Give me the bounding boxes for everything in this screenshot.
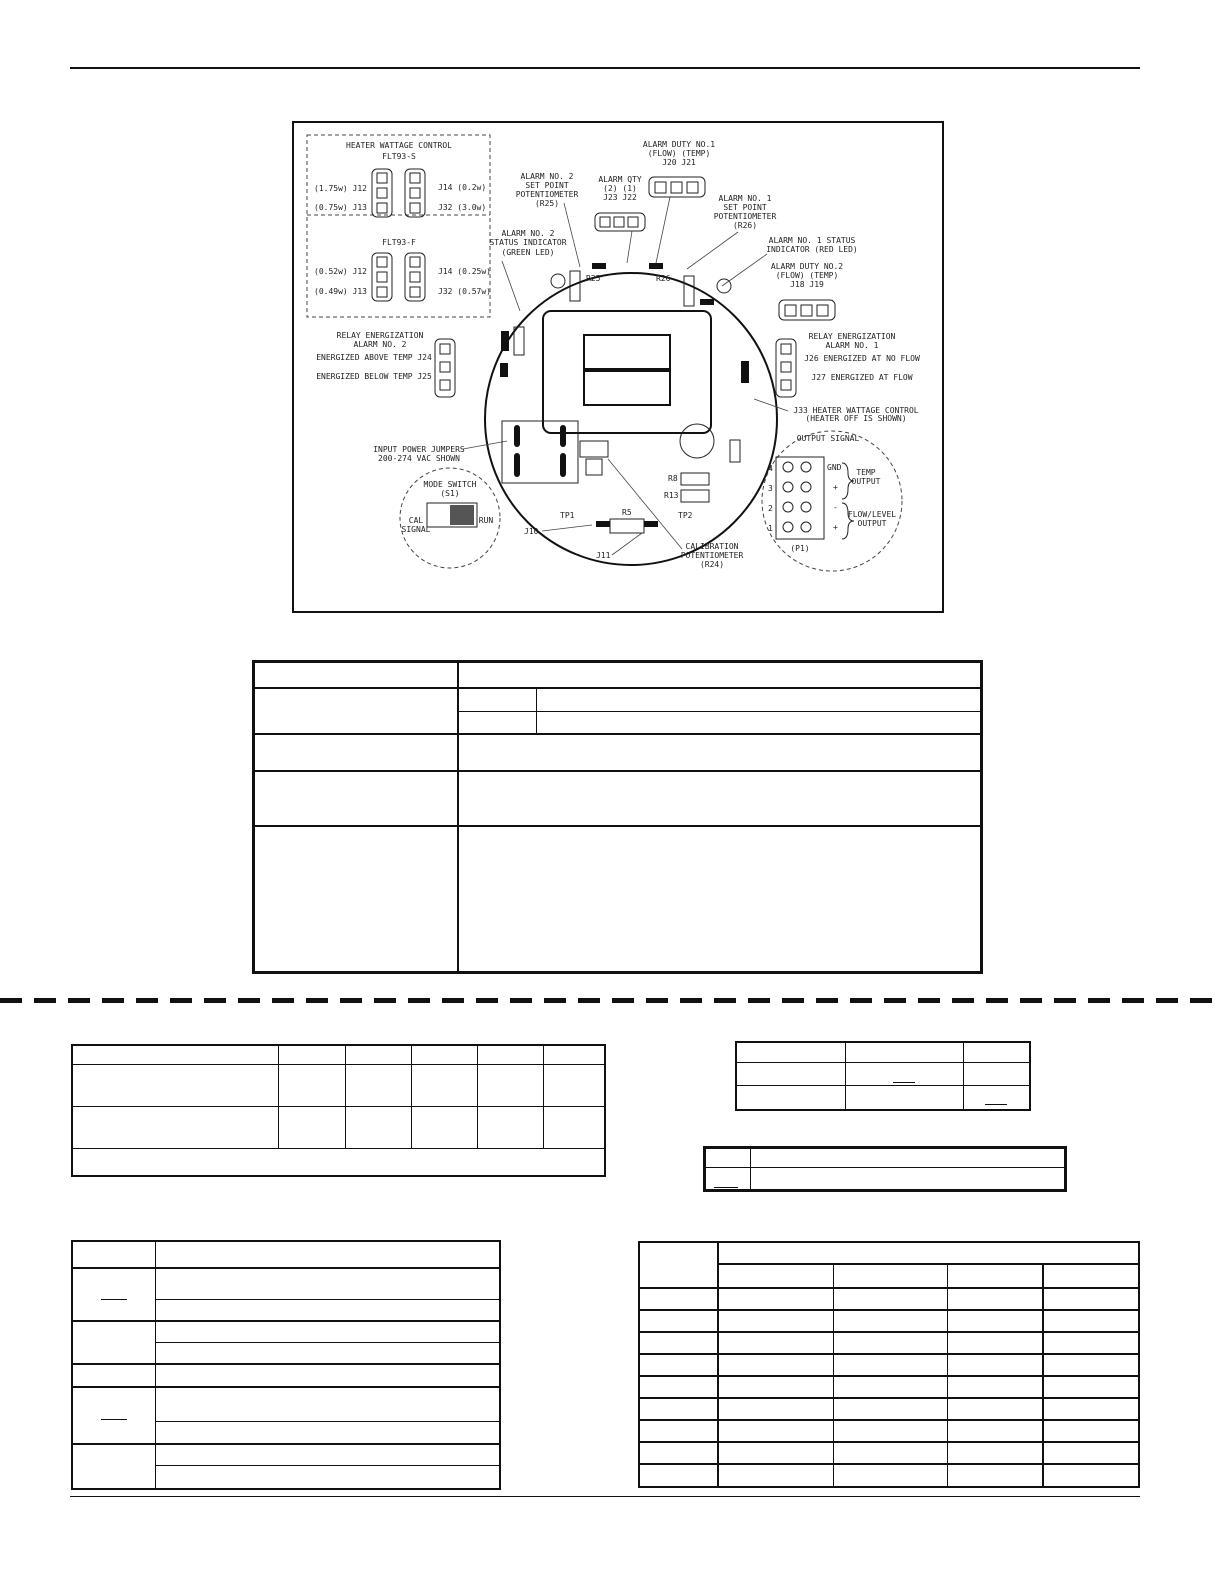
record-table-5-line [638, 1309, 1140, 1311]
heater-s-j32: J32 (3.0w) [438, 203, 487, 212]
svg-text:J23 J22: J23 J22 [603, 193, 637, 202]
record-table-5-line [638, 1419, 1140, 1421]
record-table-5-line [638, 1375, 1140, 1377]
svg-text:(R25): (R25) [534, 199, 560, 208]
record-table-2-col [845, 1041, 846, 1111]
heater-s-j13: (0.75w) J13 [314, 203, 367, 212]
svg-text:(HEATER OFF IS SHOWN): (HEATER OFF IS SHOWN) [805, 414, 907, 423]
record-table-5-line [638, 1353, 1140, 1355]
jumper-table [252, 660, 983, 974]
svg-text:(R26): (R26) [732, 221, 758, 230]
relay2-label [316, 331, 432, 381]
record-table-4 [71, 1240, 501, 1490]
svg-text:STATUS INDICATOR: STATUS INDICATOR [489, 238, 567, 247]
record-table-2 [735, 1041, 1031, 1111]
record-table-4-col [155, 1240, 156, 1490]
alarm-qty-label [598, 175, 642, 202]
record-table-5-col [717, 1241, 719, 1488]
svg-text:(R24): (R24) [699, 560, 725, 569]
mode-switch-label [402, 480, 494, 534]
heater-f-j12: (0.52w) J12 [314, 267, 367, 276]
record-table-5-line [638, 1287, 1140, 1289]
record-table-3 [703, 1146, 1067, 1192]
svg-text:POTENTIOMETER: POTENTIOMETER [515, 190, 579, 199]
alarm1-setpoint-label [714, 194, 777, 230]
svg-text:J18 J19: J18 J19 [790, 280, 824, 289]
svg-text:(2) (1): (2) (1) [603, 184, 637, 193]
svg-text:(GREEN LED): (GREEN LED) [501, 248, 555, 257]
p1-label: (P1) [790, 544, 810, 553]
svg-text:TEMP: TEMP [856, 468, 876, 477]
svg-text:J27 ENERGIZED AT FLOW: J27 ENERGIZED AT FLOW [811, 373, 913, 382]
svg-text:ALARM NO. 1: ALARM NO. 1 [825, 341, 879, 350]
bottom-rule [70, 1496, 1140, 1497]
pin-4: 4 [768, 464, 773, 473]
circuit-board-svg [292, 121, 944, 613]
record-table-1-col [278, 1044, 279, 1148]
svg-text:200-274 VAC SHOWN: 200-274 VAC SHOWN [378, 454, 460, 463]
svg-text:CALIBRATION: CALIBRATION [685, 542, 739, 551]
record-table-4-line [155, 1465, 501, 1466]
svg-text:(FLOW) (TEMP): (FLOW) (TEMP) [775, 271, 839, 280]
record-table-4-line [71, 1443, 501, 1445]
svg-text:ALARM DUTY NO.2: ALARM DUTY NO.2 [770, 262, 844, 271]
gnd-label: GND [827, 463, 842, 472]
record-table-4-line [71, 1320, 501, 1322]
cut-line [0, 998, 1224, 1003]
record-table-3-blank [714, 1187, 738, 1188]
record-table-4-line [155, 1342, 501, 1343]
jumper-table-col-divider [457, 660, 459, 974]
record-table-3-line [703, 1167, 1067, 1168]
record-table-5-line [717, 1263, 1140, 1265]
heater-f-j14: J14 (0.25w) [438, 267, 491, 276]
record-table-2-col [963, 1041, 964, 1111]
record-table-5-line [638, 1463, 1140, 1465]
alarm2-status-label [489, 229, 566, 257]
record-table-4-line [71, 1386, 501, 1388]
minus-label-flow: - [833, 503, 838, 512]
svg-text:ALARM QTY: ALARM QTY [598, 175, 642, 184]
record-table-4-line [71, 1363, 501, 1365]
svg-text:INDICATOR (RED LED): INDICATOR (RED LED) [766, 245, 858, 254]
record-table-5-line [638, 1331, 1140, 1333]
output-signal-title: OUTPUT SIGNAL [796, 434, 860, 443]
record-table-1-col [345, 1044, 346, 1148]
record-table-2-line [735, 1062, 1031, 1063]
jumper-table-row-line [252, 825, 983, 827]
board-r25: R25 [586, 274, 601, 283]
svg-text:SET POINT: SET POINT [723, 203, 767, 212]
svg-text:CAL: CAL [408, 516, 424, 525]
record-table-1-col [411, 1044, 412, 1148]
heater-s-model: FLT93-S [382, 152, 416, 161]
circuit-board-diagram [292, 121, 944, 613]
calibration-label [681, 542, 744, 569]
svg-text:INPUT POWER JUMPERS: INPUT POWER JUMPERS [373, 445, 465, 454]
relay1-label [804, 332, 920, 382]
svg-text:ALARM NO. 2: ALARM NO. 2 [520, 172, 574, 181]
pin-2: 2 [768, 504, 773, 513]
heater-title: HEATER WATTAGE CONTROL [346, 141, 452, 150]
record-table-1-line [71, 1148, 606, 1149]
record-table-2-blank [893, 1082, 915, 1083]
board-tp2: TP2 [678, 511, 693, 520]
heater-f-j32: J32 (0.57w) [438, 287, 491, 296]
record-table-2-line [735, 1085, 1031, 1086]
svg-text:ENERGIZED BELOW TEMP J25: ENERGIZED BELOW TEMP J25 [316, 372, 432, 381]
heater-s-j12: (1.75w) J12 [314, 184, 367, 193]
plus-label-flow: + [833, 523, 838, 532]
heater-s-j14: J14 (0.2w) [438, 183, 487, 192]
jumper-table-col-line [536, 687, 537, 734]
svg-text:ALARM DUTY NO.1: ALARM DUTY NO.1 [642, 140, 716, 149]
svg-text:RELAY ENERGIZATION: RELAY ENERGIZATION [808, 332, 896, 341]
svg-text:ENERGIZED ABOVE TEMP J24: ENERGIZED ABOVE TEMP J24 [316, 353, 432, 362]
svg-text:OUTPUT: OUTPUT [851, 477, 881, 486]
svg-text:(FLOW) (TEMP): (FLOW) (TEMP) [647, 149, 711, 158]
alarm1-status-label [766, 236, 858, 254]
board-j10: J10 [524, 527, 539, 536]
svg-text:FLOW/LEVEL: FLOW/LEVEL [847, 510, 897, 519]
board-r5: R5 [622, 508, 632, 517]
jumper-table-row-line [252, 770, 983, 772]
svg-text:OUTPUT: OUTPUT [857, 519, 887, 528]
svg-text:ALARM NO. 2: ALARM NO. 2 [501, 229, 555, 238]
record-table-4-blank [101, 1419, 127, 1420]
record-table-1-line [71, 1106, 606, 1107]
board-r8: R8 [668, 474, 678, 483]
plus-label-temp: + [833, 483, 838, 492]
heater-f-model: FLT93-F [382, 238, 416, 247]
svg-text:SIGNAL: SIGNAL [401, 525, 431, 534]
svg-text:POTENTIOMETER: POTENTIOMETER [713, 212, 777, 221]
board-j11: J11 [596, 551, 611, 560]
board-r13: R13 [664, 491, 679, 500]
svg-text:J20 J21: J20 J21 [662, 158, 696, 167]
svg-text:J26 ENERGIZED AT NO FLOW: J26 ENERGIZED AT NO FLOW [804, 354, 920, 363]
record-table-5 [638, 1241, 1140, 1488]
record-table-4-line [71, 1267, 501, 1269]
svg-text:RUN: RUN [478, 516, 494, 525]
flow-output-label [848, 510, 896, 528]
record-table-5-line [638, 1397, 1140, 1399]
top-rule [70, 67, 1140, 69]
svg-text:ALARM NO. 2: ALARM NO. 2 [353, 340, 407, 349]
record-table-4-line [155, 1299, 501, 1300]
temp-output-label [852, 468, 881, 486]
record-table-1-line [71, 1064, 606, 1065]
pin-3: 3 [768, 484, 773, 493]
record-table-3-col [750, 1146, 751, 1192]
record-table-2-blank [985, 1104, 1007, 1105]
svg-text:RELAY ENERGIZATION: RELAY ENERGIZATION [336, 331, 424, 340]
alarm-duty2-label [771, 262, 843, 289]
record-table-4-line [155, 1421, 501, 1422]
alarm-duty1-label [643, 140, 715, 167]
input-power-label [373, 445, 465, 463]
record-table-4-blank [101, 1299, 127, 1300]
record-table-1-col [477, 1044, 478, 1148]
record-table-5-line [638, 1441, 1140, 1443]
svg-text:SET POINT: SET POINT [525, 181, 569, 190]
record-table-1-col [543, 1044, 544, 1148]
svg-text:ALARM NO. 1: ALARM NO. 1 [718, 194, 772, 203]
pin-1: 1 [768, 524, 773, 533]
jumper-table-row-line [252, 733, 983, 735]
board-tp1: TP1 [560, 511, 575, 520]
alarm2-setpoint-label [516, 172, 579, 208]
svg-text:POTENTIOMETER: POTENTIOMETER [680, 551, 744, 560]
svg-text:MODE SWITCH: MODE SWITCH [423, 480, 477, 489]
board-r26: R26 [656, 274, 671, 283]
svg-text:J33 HEATER WATTAGE CONTROL: J33 HEATER WATTAGE CONTROL [793, 406, 919, 415]
j33-label [793, 406, 918, 423]
svg-text:(S1): (S1) [440, 489, 460, 498]
svg-text:ALARM NO. 1 STATUS: ALARM NO. 1 STATUS [768, 236, 856, 245]
heater-f-j13: (0.49w) J13 [314, 287, 367, 296]
jumper-table-row-line [252, 687, 983, 689]
